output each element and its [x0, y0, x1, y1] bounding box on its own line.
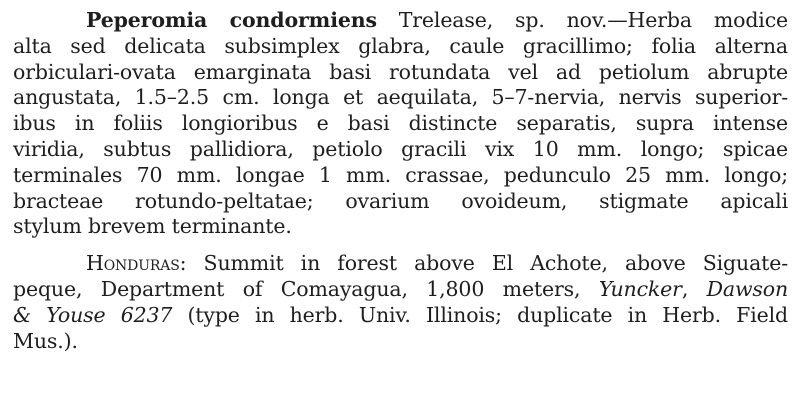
citation-line	[13, 303, 788, 329]
citation-line	[13, 277, 788, 303]
specimen-citation	[13, 251, 788, 354]
description-line: viridia, subtus pallidiora, petiolo gracili vix 10 mm. longo; spicae	[13, 136, 788, 161]
species-description	[13, 8, 788, 240]
herbarium-text: (type in herb. Univ. Illinois; duplicate in Herb. Field	[172, 302, 788, 327]
separator-text: ,	[681, 276, 707, 301]
collector-name: Yuncker	[598, 276, 682, 301]
citation-line	[13, 251, 788, 277]
collector-name: Dawson	[706, 276, 789, 301]
ampersand: &	[13, 302, 47, 327]
species-name: Peperomia condormiens	[86, 8, 377, 32]
country-name: Honduras	[86, 251, 180, 276]
authority-text: Trelease, sp. nov.—Herba modice	[376, 8, 789, 32]
collector-name: Youse 6237	[46, 302, 173, 327]
description-line: ibus in foliis longioribus e basi distincte separatis, supra intense	[13, 111, 788, 136]
description-line: stylum brevem terminante.	[13, 214, 292, 239]
citation-line: Mus.).	[13, 328, 78, 353]
page	[13, 8, 788, 354]
description-line: orbiculari-ovata emarginata basi rotundata vel ad petiolum abrupte	[13, 59, 788, 84]
description-line: angustata, 1.5–2.5 cm. longa et aequilata, 5–7-nervia, nervis superior-	[13, 85, 788, 110]
description-line: alta sed delicata subsimplex glabra, caule gracillimo; folia alterna	[13, 33, 788, 58]
description-line	[13, 8, 788, 34]
locality-text: : Summit in forest above El Achote, above Siguate-	[179, 251, 788, 276]
description-line: terminales 70 mm. longae 1 mm. crassae, pedunculo 25 mm. longo;	[13, 162, 788, 187]
description-line: bracteae rotundo-peltatae; ovarium ovoideum, stigmate apicali	[13, 188, 788, 213]
locality-text: peque, Department of Comayagua, 1,800 meters,	[13, 276, 599, 301]
